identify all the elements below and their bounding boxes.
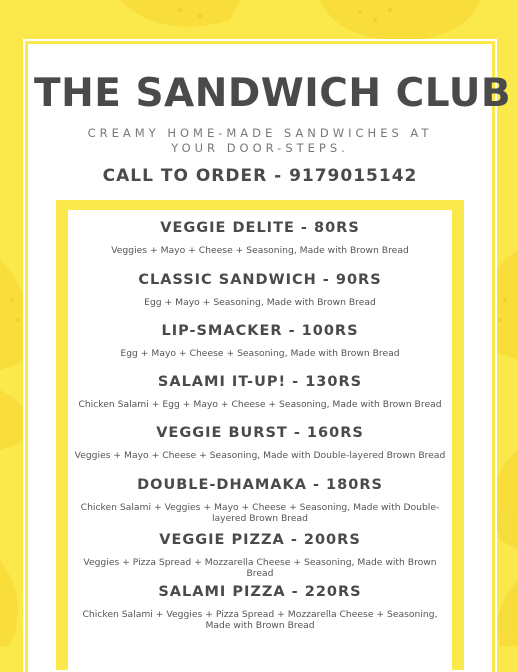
menu-item [68,218,452,256]
menu-item-name: VEGGIE DELITE - 80RS [160,220,360,236]
menu-item [68,321,452,359]
menu-item-description: Egg + Mayo + Seasoning, Made with Brown Bread [144,297,376,308]
menu-item-name: CLASSIC SANDWICH - 90RS [138,272,382,288]
menu-item-description: Chicken Salami + Egg + Mayo + Cheese + Seasoning, Made with Brown Bread [78,399,442,410]
menu-panel [56,200,464,670]
poster-header [34,71,512,186]
menu-item [68,423,452,461]
menu-item [68,530,452,579]
menu-item-name: VEGGIE PIZZA - 200RS [159,532,361,548]
menu-item-name: LIP-SMACKER - 100RS [161,323,359,339]
menu-item-name: DOUBLE-DHAMAKA - 180RS [137,477,383,493]
menu-item [68,475,452,524]
call-to-order: CALL TO ORDER - 9179015142 [102,166,418,186]
menu-item-description: Chicken Salami + Veggies + Mayo + Cheese + Seasoning, Made with Double-layered Brown Bread [80,502,440,524]
menu-item-description: Veggies + Pizza Spread + Mozzarella Cheese + Seasoning, Made with Brown Bread [83,557,437,579]
menu-item-name: SALAMI IT-UP! - 130RS [157,374,363,390]
menu-item-description: Chicken Salami + Veggies + Pizza Spread + Mozzarella Cheese + Seasoning, Made with Brown Bread [82,609,438,631]
menu-item-description: Egg + Mayo + Cheese + Seasoning, Made with Brown Bread [120,348,400,359]
poster-tagline: CREAMY HOME-MADE SANDWICHES AT YOUR DOOR-STEPS. [87,126,433,155]
menu-item-name: SALAMI PIZZA - 220RS [158,584,362,600]
menu-item-description: Veggies + Mayo + Cheese + Seasoning, Made with Double-layered Brown Bread [74,450,446,461]
menu-item [68,582,452,631]
menu-item-description: Veggies + Mayo + Cheese + Seasoning, Made with Brown Bread [111,245,409,256]
poster-frame [32,48,512,672]
menu-item [68,270,452,308]
menu-item [68,372,452,410]
menu-list [68,210,452,670]
menu-item-name: VEGGIE BURST - 160RS [156,425,364,441]
poster-title: THE SANDWICH CLUB [34,71,512,116]
